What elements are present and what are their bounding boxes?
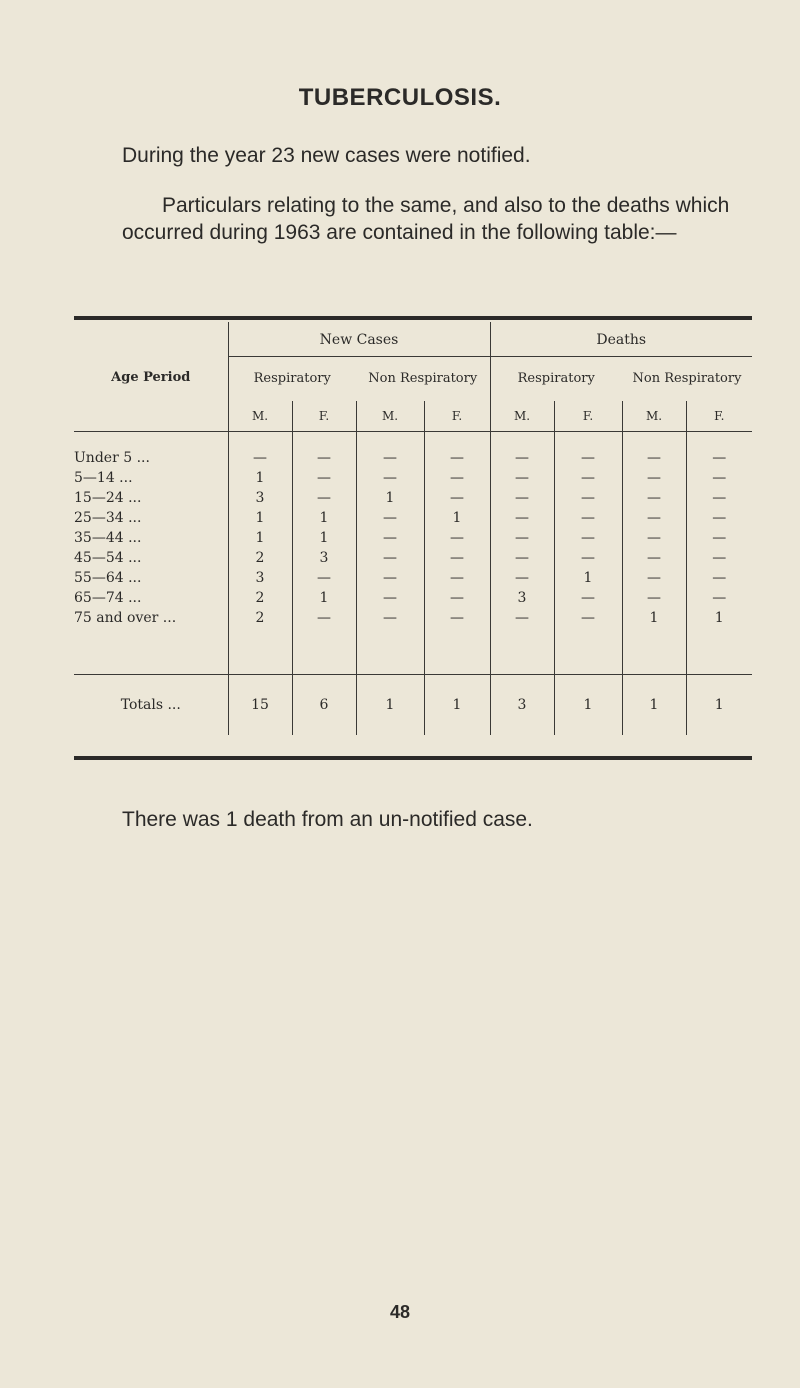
col-deaths-nonresp-m: M. xyxy=(622,401,686,432)
count-cell: — xyxy=(554,468,622,488)
count-cell: 1 xyxy=(424,508,490,528)
count-cell: — xyxy=(622,448,686,468)
count-cell: 2 xyxy=(228,608,292,628)
paragraph-particulars: Particulars relating to the same, and also to the deaths which occurred during 1963 are contained in the following table:— xyxy=(122,194,730,244)
count-cell: — xyxy=(490,548,554,568)
age-period-cell: 15—24 ... xyxy=(74,490,142,506)
count-cell: — xyxy=(490,508,554,528)
count-cell: — xyxy=(490,608,554,628)
age-period-cell: 35—44 ... xyxy=(74,530,142,546)
table-top-rule xyxy=(74,316,752,320)
table-row xyxy=(74,468,752,488)
count-cell: — xyxy=(490,568,554,588)
count-cell: — xyxy=(424,548,490,568)
count-cell: — xyxy=(424,448,490,468)
count-cell: — xyxy=(424,588,490,608)
count-cell: 1 xyxy=(554,568,622,588)
col-new-nonresp-f: F. xyxy=(424,401,490,432)
count-cell: — xyxy=(686,588,752,608)
col-new-nonresp-m: M. xyxy=(356,401,424,432)
total-cell: 1 xyxy=(554,675,622,736)
col-new-resp-m: M. xyxy=(228,401,292,432)
count-cell: — xyxy=(490,468,554,488)
count-cell: — xyxy=(554,448,622,468)
count-cell: 1 xyxy=(292,528,356,548)
count-cell: — xyxy=(292,608,356,628)
count-cell: 3 xyxy=(490,588,554,608)
count-cell: — xyxy=(424,528,490,548)
age-period-cell: 5—14 ... xyxy=(74,470,133,486)
count-cell: 1 xyxy=(228,528,292,548)
count-cell: 1 xyxy=(228,508,292,528)
age-period-header: Age Period xyxy=(111,370,191,385)
count-cell: — xyxy=(686,448,752,468)
count-cell: — xyxy=(554,488,622,508)
col-deaths-resp-m: M. xyxy=(490,401,554,432)
count-cell: — xyxy=(622,548,686,568)
table-bottom-rule xyxy=(74,756,752,760)
count-cell: — xyxy=(490,528,554,548)
total-cell: 1 xyxy=(686,675,752,736)
total-cell: 1 xyxy=(424,675,490,736)
count-cell: — xyxy=(356,548,424,568)
count-cell: — xyxy=(622,468,686,488)
table-row xyxy=(74,608,752,628)
table-row xyxy=(74,488,752,508)
count-cell: — xyxy=(424,468,490,488)
count-cell: — xyxy=(424,488,490,508)
totals-label: Totals ... xyxy=(120,697,181,713)
new-cases-header: New Cases xyxy=(228,322,490,357)
count-cell: 1 xyxy=(686,608,752,628)
count-cell: 3 xyxy=(228,568,292,588)
table-row xyxy=(74,588,752,608)
count-cell: 2 xyxy=(228,548,292,568)
paragraph-new-cases: During the year 23 new cases were notified. xyxy=(122,144,531,167)
col-new-resp-f: F. xyxy=(292,401,356,432)
new-respiratory-header: Respiratory xyxy=(228,357,356,402)
count-cell: — xyxy=(554,608,622,628)
age-period-cell: 75 and over ... xyxy=(74,610,177,626)
count-cell: — xyxy=(686,548,752,568)
count-cell: 3 xyxy=(292,548,356,568)
count-cell: — xyxy=(356,588,424,608)
col-deaths-nonresp-f: F. xyxy=(686,401,752,432)
count-cell: — xyxy=(356,568,424,588)
count-cell: — xyxy=(424,568,490,588)
count-cell: — xyxy=(356,468,424,488)
col-deaths-resp-f: F. xyxy=(554,401,622,432)
count-cell: — xyxy=(292,448,356,468)
count-cell: 1 xyxy=(292,508,356,528)
table-row xyxy=(74,508,752,528)
age-period-cell: Under 5 ... xyxy=(74,450,150,466)
count-cell: — xyxy=(292,468,356,488)
count-cell: — xyxy=(686,488,752,508)
count-cell: — xyxy=(424,608,490,628)
table-row xyxy=(74,568,752,588)
total-cell: 3 xyxy=(490,675,554,736)
count-cell: — xyxy=(356,608,424,628)
count-cell: — xyxy=(292,568,356,588)
age-period-cell: 65—74 ... xyxy=(74,590,142,606)
count-cell: — xyxy=(622,568,686,588)
page-number: 48 xyxy=(389,1302,411,1322)
table-row xyxy=(74,528,752,548)
table-row xyxy=(74,548,752,568)
count-cell: — xyxy=(622,508,686,528)
deaths-non-respiratory-header: Non Respiratory xyxy=(622,357,752,402)
total-cell: 15 xyxy=(228,675,292,736)
new-non-respiratory-header: Non Respiratory xyxy=(356,357,490,402)
count-cell: — xyxy=(356,528,424,548)
page-heading: TUBERCULOSIS. xyxy=(298,84,502,111)
count-cell: 1 xyxy=(228,468,292,488)
age-period-cell: 25—34 ... xyxy=(74,510,142,526)
count-cell: 2 xyxy=(228,588,292,608)
count-cell: — xyxy=(622,528,686,548)
deaths-header: Deaths xyxy=(490,322,752,357)
count-cell: — xyxy=(686,528,752,548)
count-cell: — xyxy=(490,448,554,468)
count-cell: — xyxy=(554,508,622,528)
total-cell: 1 xyxy=(356,675,424,736)
total-cell: 1 xyxy=(622,675,686,736)
count-cell: — xyxy=(490,488,554,508)
count-cell: — xyxy=(622,588,686,608)
count-cell: — xyxy=(554,588,622,608)
age-period-cell: 45—54 ... xyxy=(74,550,142,566)
count-cell: — xyxy=(686,468,752,488)
tuberculosis-table xyxy=(74,322,752,735)
totals-row xyxy=(74,675,752,736)
count-cell: 1 xyxy=(292,588,356,608)
count-cell: — xyxy=(554,528,622,548)
count-cell: — xyxy=(292,488,356,508)
age-period-cell: 55—64 ... xyxy=(74,570,142,586)
count-cell: 1 xyxy=(356,488,424,508)
tuberculosis-table-wrapper xyxy=(74,322,752,735)
count-cell: 3 xyxy=(228,488,292,508)
count-cell: — xyxy=(686,508,752,528)
count-cell: — xyxy=(356,448,424,468)
deaths-respiratory-header: Respiratory xyxy=(490,357,622,402)
total-cell: 6 xyxy=(292,675,356,736)
count-cell: — xyxy=(228,448,292,468)
closing-note: There was 1 death from an un-notified case. xyxy=(122,808,533,831)
table-row xyxy=(74,448,752,468)
count-cell: — xyxy=(356,508,424,528)
count-cell: — xyxy=(686,568,752,588)
count-cell: — xyxy=(554,548,622,568)
count-cell: — xyxy=(622,488,686,508)
count-cell: 1 xyxy=(622,608,686,628)
